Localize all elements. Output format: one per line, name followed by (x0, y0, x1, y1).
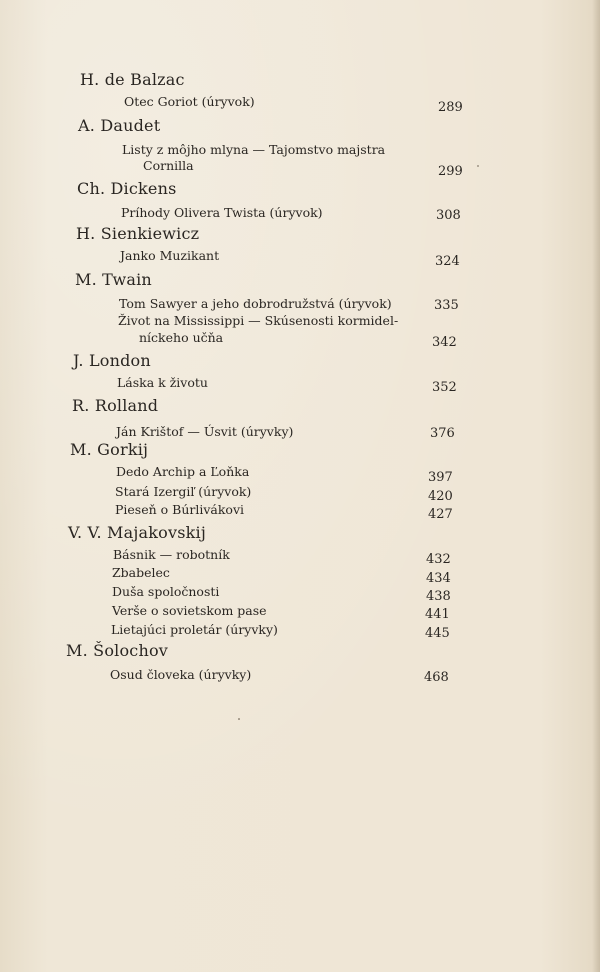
work-title: Príhody Olivera Twista (úryvok) (121, 205, 323, 220)
page-number: 342 (432, 335, 457, 350)
work-title: Dedo Archip a Ľoňka (116, 464, 250, 479)
author-name: Ch. Dickens (77, 179, 177, 198)
work-title: Zbabelec (112, 565, 170, 580)
work-title: Otec Goriot (úryvok) (124, 94, 255, 109)
work-title: Duša spoločnosti (112, 584, 220, 599)
author-name: R. Rolland (72, 396, 159, 415)
paper-speck (238, 718, 240, 720)
author-name: V. V. Majakovskij (68, 523, 207, 542)
page-number: 468 (424, 670, 449, 685)
work-title: Stará Izergiľ (úryvok) (115, 484, 252, 499)
author-name: M. Gorkij (70, 440, 149, 459)
page-number: 438 (426, 589, 451, 604)
author-name: H. de Balzac (80, 70, 185, 89)
page-number: 289 (438, 100, 463, 115)
page-number: 335 (434, 298, 459, 313)
work-title: Tom Sawyer a jeho dobrodružstvá (úryvok) (119, 296, 392, 311)
work-title: níckeho učňa (139, 330, 224, 345)
work-title: Láska k životu (117, 375, 208, 390)
page-number: 432 (426, 552, 451, 567)
page-number: 427 (428, 507, 453, 522)
page-number: 441 (425, 607, 450, 622)
work-title: Listy z môjho mlyna — Tajomstvo majstra (122, 142, 386, 157)
author-name: A. Daudet (78, 116, 161, 135)
work-title: Lietajúci proletár (úryvky) (111, 622, 278, 637)
page-number: 324 (435, 254, 460, 269)
paper-speck (477, 165, 479, 167)
work-title: Pieseň o Búrlivákovi (115, 502, 245, 517)
page-number: 376 (430, 426, 455, 441)
page-number: 299 (438, 164, 463, 179)
page-number: 420 (428, 489, 453, 504)
work-title: Básnik — robotník (113, 547, 230, 562)
author-name: J. London (73, 351, 151, 370)
work-title: Verše o sovietskom pase (112, 603, 267, 618)
work-title: Janko Muzikant (120, 248, 220, 263)
author-name: H. Sienkiewicz (76, 224, 200, 243)
page-number: 434 (426, 571, 451, 586)
work-title: Život na Mississippi — Skúsenosti kormidel- (118, 313, 399, 328)
author-name: M. Šolochov (66, 641, 169, 660)
work-title: Cornilla (143, 158, 194, 173)
page-number: 308 (436, 208, 461, 223)
work-title: Ján Krištof — Úsvit (úryvky) (116, 424, 294, 439)
page-number: 397 (428, 470, 453, 485)
work-title: Osud človeka (úryvky) (110, 667, 252, 682)
page-number: 445 (425, 626, 450, 641)
author-name: M. Twain (75, 270, 152, 289)
page-number: 352 (432, 380, 457, 395)
